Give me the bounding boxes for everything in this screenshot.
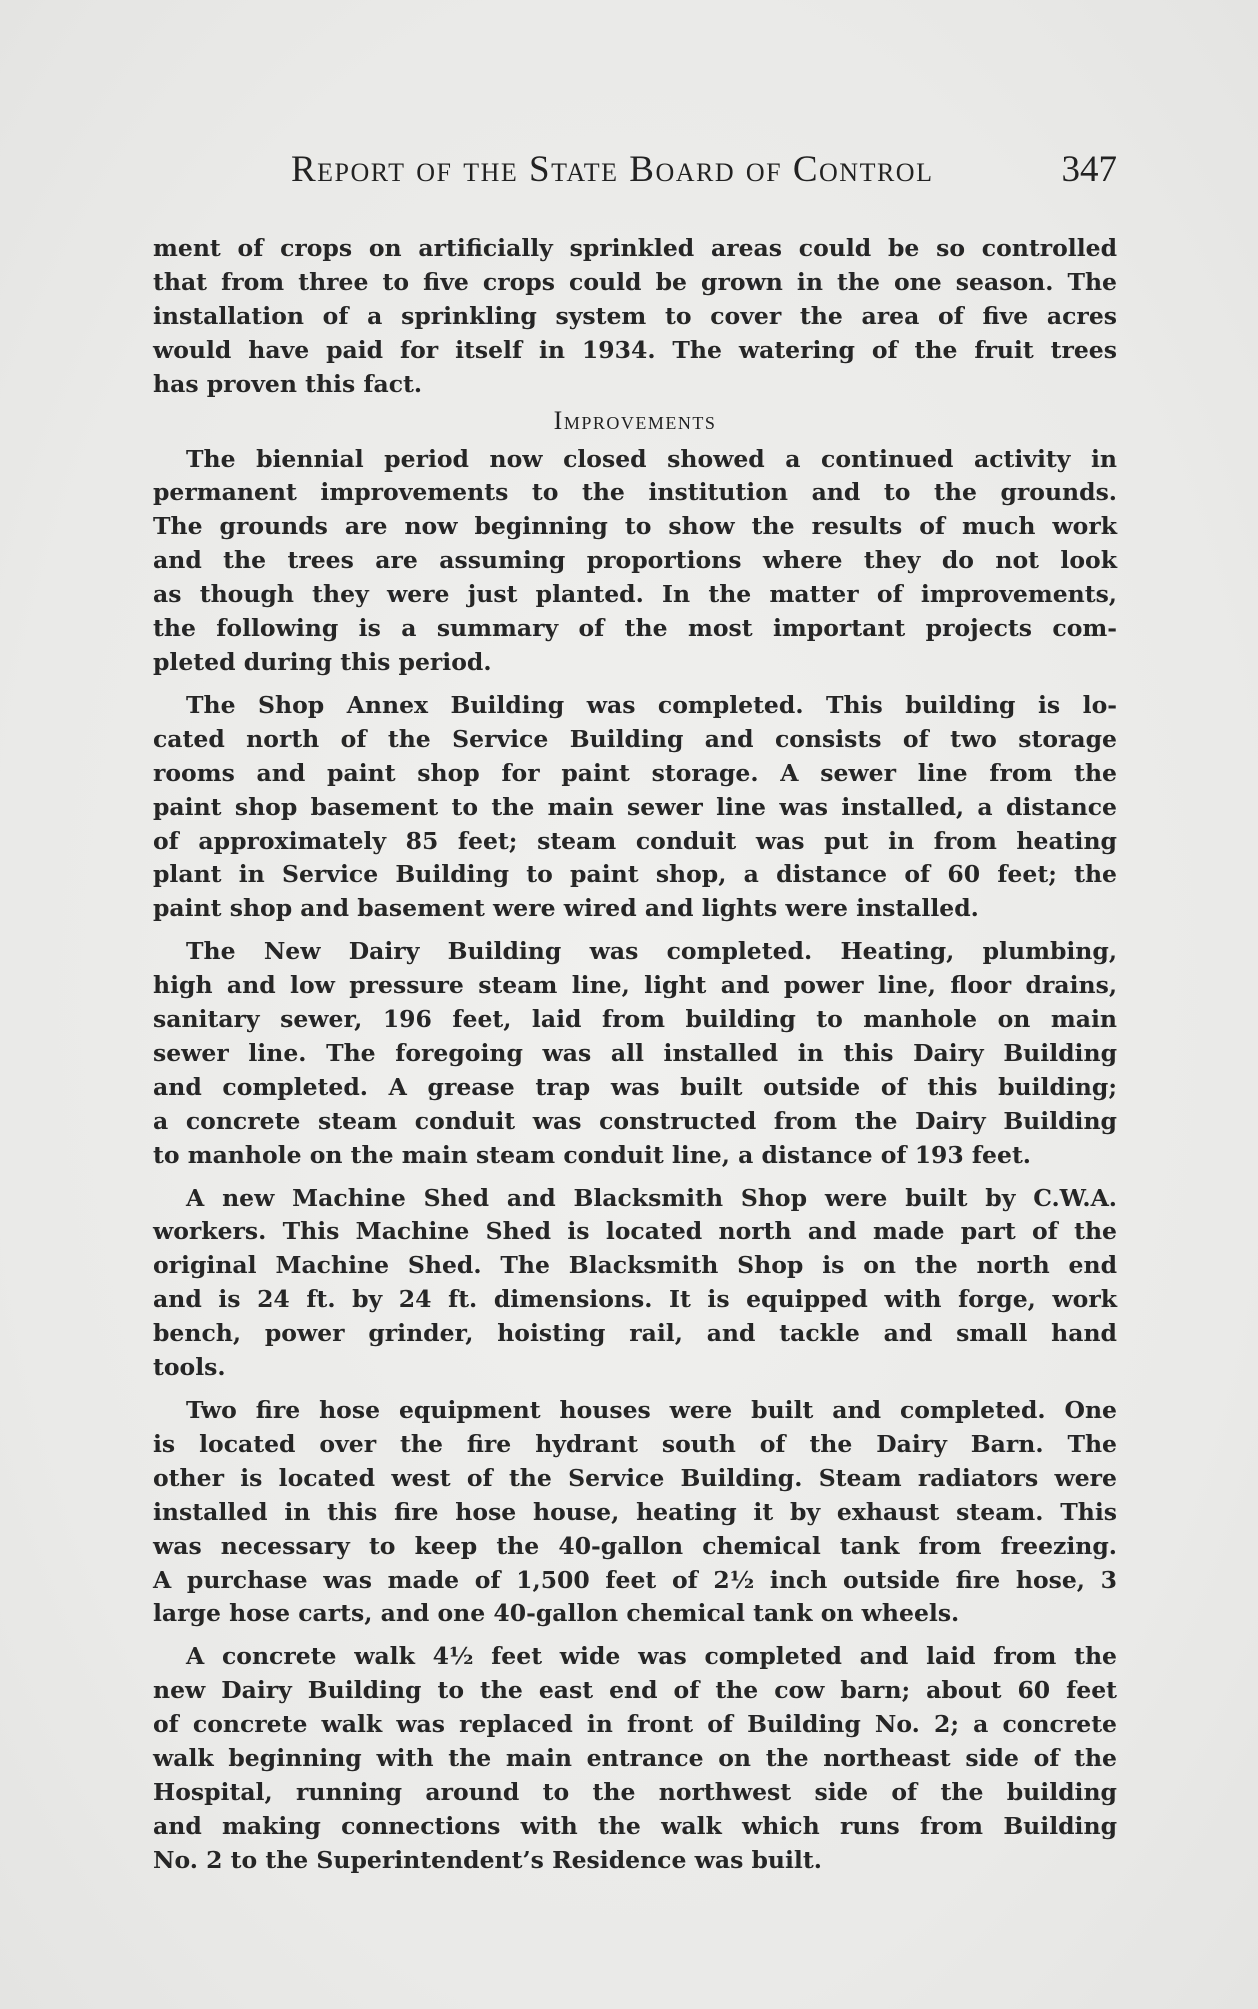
text-line: would have paid for itself in 1934. The watering of the fruit trees xyxy=(153,335,1117,364)
body-text xyxy=(153,232,1117,1878)
text-line: installation of a sprinkling system to cover the area of five acres xyxy=(153,301,1117,330)
text-line: new Dairy Building to the east end of the cow barn; about 60 feet xyxy=(153,1676,1117,1705)
text-line: ment of crops on artificially sprinkled areas could be so controlled xyxy=(153,234,1117,262)
text-line: The grounds are now beginning to show the results of much work xyxy=(153,512,1117,541)
text-line: and the trees are assuming proportions where they do not look xyxy=(153,546,1117,575)
text-line: of approximately 85 feet; steam conduit was put in from heating xyxy=(153,826,1117,855)
text-line: tools. xyxy=(153,1353,226,1382)
paragraph xyxy=(153,443,1117,680)
text-line: original Machine Shed. The Blacksmith Shop is on the north end xyxy=(153,1251,1117,1280)
text-line: has proven this fact. xyxy=(153,369,423,398)
paragraph xyxy=(153,689,1117,926)
paragraph xyxy=(153,1640,1117,1877)
text-line: A new Machine Shed and Blacksmith Shop were built by C.W.A. xyxy=(186,1183,1117,1212)
text-line: cated north of the Service Building and consists of two storage xyxy=(153,724,1117,753)
text-line: that from three to five crops could be grown in the one season. The xyxy=(153,267,1117,296)
page-number: 347 xyxy=(1061,149,1117,190)
text-line: The New Dairy Building was completed. Heating, plumbing, xyxy=(186,937,1117,966)
text-line: of concrete walk was replaced in front of Building No. 2; a concrete xyxy=(153,1710,1117,1739)
text-line: installed in this fire hose house, heating it by exhaust steam. This xyxy=(153,1497,1117,1526)
text-line: plant in Service Building to paint shop, a distance of 60 feet; the xyxy=(153,860,1117,889)
text-line: large hose carts, and one 40-gallon chemical tank on wheels. xyxy=(153,1599,960,1628)
text-line: bench, power grinder, hoisting rail, and tackle and small hand xyxy=(153,1319,1117,1348)
text-line: No. 2 to the Superintendent’s Residence was built. xyxy=(153,1845,822,1874)
text-line: high and low pressure steam line, light and power line, floor drains, xyxy=(153,971,1117,1000)
paragraph xyxy=(153,1182,1117,1385)
running-head: Report of the State Board of Control xyxy=(291,149,934,190)
text-line: as though they were just planted. In the matter of improvements, xyxy=(153,580,1117,609)
paragraph xyxy=(153,1394,1117,1631)
text-line: The Shop Annex Building was completed. This building is lo- xyxy=(186,690,1117,719)
text-line: The biennial period now closed showed a continued activity in xyxy=(186,444,1117,473)
text-line: walk beginning with the main entrance on the northeast side of the xyxy=(153,1744,1117,1773)
text-line: paint shop and basement were wired and lights were installed. xyxy=(153,894,979,923)
text-line: other is located west of the Service Building. Steam radiators were xyxy=(153,1463,1117,1492)
text-line: is located over the fire hydrant south of the Dairy Barn. The xyxy=(153,1429,1117,1458)
text-line: and making connections with the walk which runs from Building xyxy=(153,1811,1117,1840)
text-line: was necessary to keep the 40-gallon chemical tank from freezing. xyxy=(153,1531,1117,1560)
section-heading: Improvements xyxy=(553,405,717,435)
text-line: Hospital, running around to the northwest side of the building xyxy=(153,1777,1117,1806)
text-line: A concrete walk 4½ feet wide was completed and laid from the xyxy=(186,1642,1117,1671)
text-line: workers. This Machine Shed is located north and made part of the xyxy=(153,1217,1117,1246)
paragraph xyxy=(153,935,1117,1172)
text-line: the following is a summary of the most important projects com- xyxy=(153,614,1117,643)
text-line: paint shop basement to the main sewer line was installed, a distance xyxy=(153,792,1117,821)
paragraph xyxy=(153,232,1117,402)
text-line: and completed. A grease trap was built outside of this building; xyxy=(153,1072,1117,1101)
text-line: pleted during this period. xyxy=(153,647,492,676)
text-line: to manhole on the main steam conduit line, a distance of 193 feet. xyxy=(153,1140,1031,1169)
text-line: a concrete steam conduit was constructed from the Dairy Building xyxy=(153,1106,1117,1135)
text-line: permanent improvements to the institution and to the grounds. xyxy=(153,478,1117,507)
text-line: A purchase was made of 1,500 feet of 2½ inch outside fire hose, 3 xyxy=(153,1565,1117,1594)
text-line: sewer line. The foregoing was all installed in this Dairy Building xyxy=(153,1038,1117,1067)
page-header xyxy=(291,148,1117,198)
text-line: sanitary sewer, 196 feet, laid from building to manhole on main xyxy=(153,1005,1117,1034)
text-line: rooms and paint shop for paint storage. A sewer line from the xyxy=(153,758,1117,787)
text-line: and is 24 ft. by 24 ft. dimensions. It is equipped with forge, work xyxy=(153,1285,1117,1314)
text-line: Two fire hose equipment houses were built and completed. One xyxy=(186,1396,1117,1424)
